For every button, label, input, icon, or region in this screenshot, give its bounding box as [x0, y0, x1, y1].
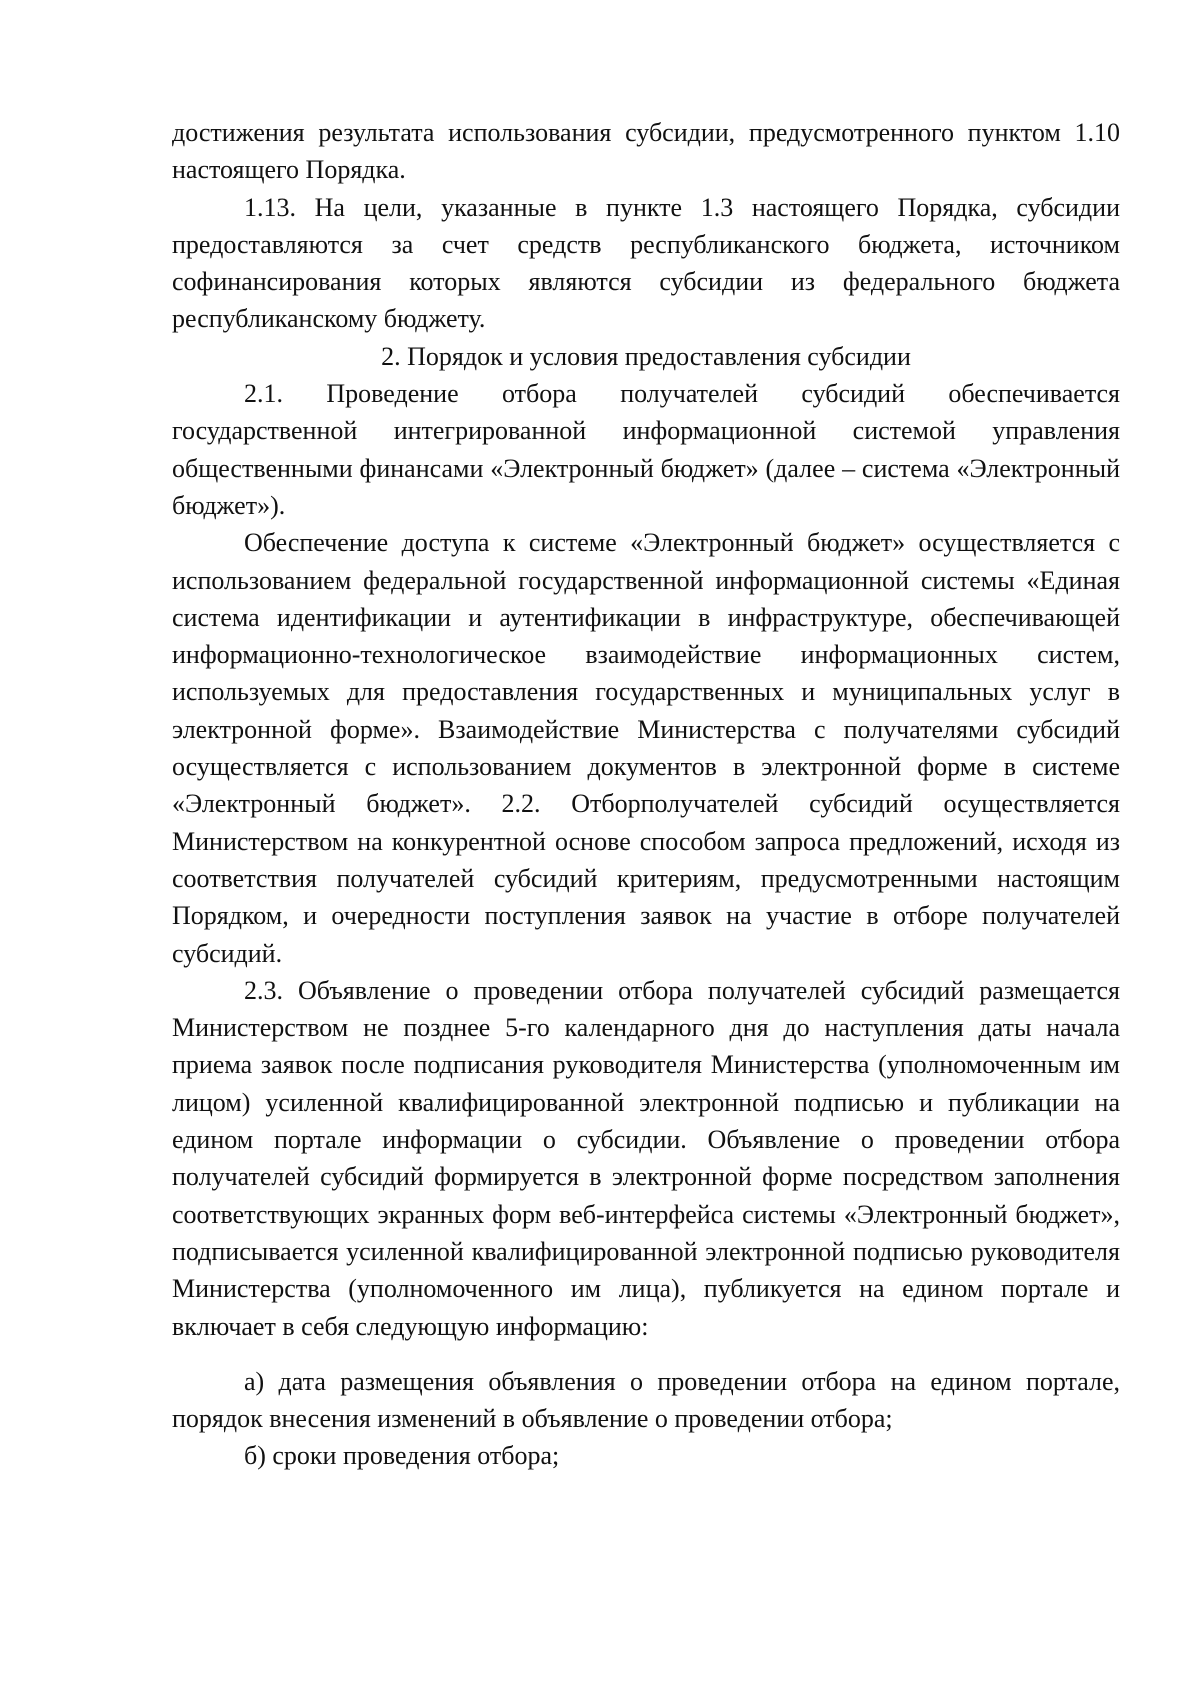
paragraph-access: Обеспечение доступа к системе «Электронный бюджет» осуществляется с использованием федеральной государственной информационной системы «Единая система идентификации и аутентификации в инфраструктуре, обеспечивающей информационно-технологическое взаимодействие информационных систем, используемых для предоставления государственных и муниципальных услуг в электронной форме». Взаимодействие Министерства с получателями субсидий осуществляется с использованием документов в электронной форме в системе «Электронный бюджет». 2.2. Отборполучателей субсидий осуществляется Министерством на конкурентной основе способом запроса предложений, исходя из соответствия получателей субсидий критериям, предусмотренными настоящим Порядком, и очередности поступления заявок на участие в отборе получателей субсидий.: [172, 528, 1120, 968]
section-heading-2: 2. Порядок и условия предоставления субсидии: [381, 341, 911, 371]
paragraph-1-13: 1.13. На цели, указанные в пункте 1.3 настоящего Порядка, субсидии предоставляются за счет средств республиканского бюджета, источником софинансирования которых являются субсидии из федерального бюджета республиканскому бюджету.: [172, 192, 1120, 334]
paragraph-gap: [172, 1345, 1120, 1363]
document-body: [172, 114, 1120, 1475]
paragraph-2-3: 2.3. Объявление о проведении отбора получателей субсидий размещается Министерством не позднее 5-го календарного дня до наступления даты начала приема заявок после подписания руководителя Министерства (уполномоченным им лицом) усиленной квалифицированной электронной подписью и публикации на едином портале информации о субсидии. Объявление о проведении отбора получателей субсидий формируется в электронной форме посредством заполнения соответствующих экранных форм веб-интерфейса системы «Электронный бюджет», подписывается усиленной квалифицированной электронной подписью руководителя Министерства (уполномоченного им лица), публикуется на едином портале и включает в себя следующую информацию:: [172, 975, 1120, 1341]
list-item-b: б) сроки проведения отбора;: [244, 1441, 560, 1471]
paragraph-2-1: 2.1. Проведение отбора получателей субсидий обеспечивается государственной интегрированной информационной системой управления общественными финансами «Электронный бюджет» (далее – система «Электронный бюджет»).: [172, 379, 1120, 520]
paragraph-continuation: достижения результата использования субсидии, предусмотренного пунктом 1.10 настоящего Порядка.: [172, 118, 1120, 185]
list-item-a: а) дата размещения объявления о проведении отбора на едином портале, порядок внесения изменений в объявление о проведении отбора;: [172, 1366, 1120, 1434]
